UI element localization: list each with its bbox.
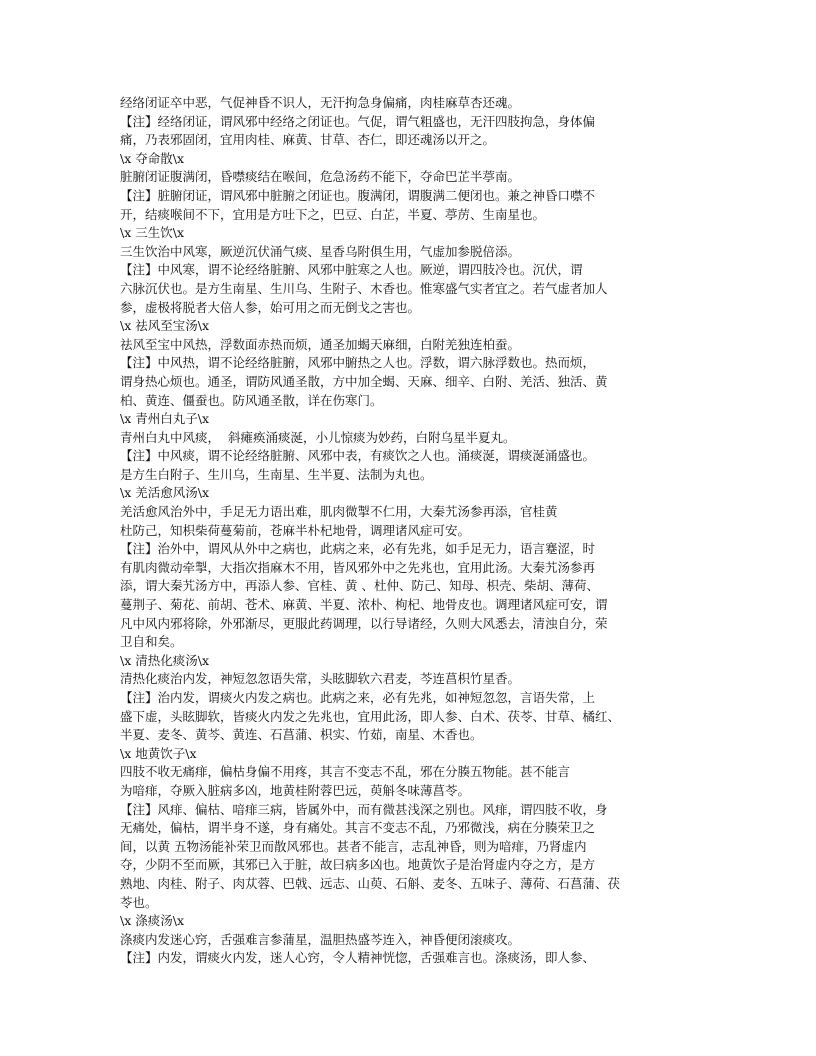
text-line: 凡中风内邪将除，外邪渐尽，更服此药调理，以行导诸经，久则大风悉去，清浊自分，荣 [120, 615, 608, 631]
text-line: 四肢不收无痛痱，偏枯身偏不用疼，其言不变志不乱，邪在分腠五物能。甚不能言 [120, 764, 571, 780]
text-line: 【注】治内发，谓痰火内发之病也。此病之来，必有先兆，如神短忽忽，言语失常，上 [120, 690, 596, 705]
text-line: 清热化痰治内发，神短忽忽语失常，头眩脚软六君麦，芩连菖枳竹星香。 [120, 671, 521, 687]
text-line: 【注】中风痰，谓不论经络脏腑、风邪中表，有痰饮之人也。涌痰涎，谓痰涎涌盛也。 [120, 448, 596, 464]
document-body [120, 94, 690, 968]
text-line: 六脉沉伏也。是方生南星、生川乌、生附子、木香也。惟寒盛气实者宜之。若气虚者加人 [120, 280, 608, 296]
text-line: 柏、黄连、僵蚕也。防风通圣散，详在伤寒门。 [120, 392, 383, 408]
text-line: 蔓荆子、菊花、前胡、苍术、麻黄、半夏、浓朴、枸杞、地骨皮也。调理诸风症可安，谓 [120, 597, 608, 613]
text-line: 无痛处，偏枯，谓半身不遂，身有痛处。其言不变志不乱，乃邪微浅，病在分腠荣卫之 [120, 820, 596, 836]
text-line: 【注】中风热，谓不论经络脏腑，风邪中腑热之人也。浮数，谓六脉浮数也。热而烦， [120, 355, 596, 371]
text-line: 【注】经络闭证，谓风邪中经络之闭证也。气促，谓气粗盛也，无汗四肢拘急，身体偏 [120, 113, 596, 129]
section-heading: \x 三生饮\x [120, 225, 184, 241]
text-line: 谓身热心烦也。通圣，谓防风通圣散，方中加全蝎、天麻、细辛、白附、羌活、独活、黄 [120, 373, 608, 389]
section-heading: \x 祛风至宝汤\x [120, 318, 209, 334]
text-line: 为喑痱，夺厥入脏病多凶，地黄桂附蓉巴远，萸斛冬味薄菖苓。 [120, 782, 471, 798]
section-heading: \x 青州白丸子\x [120, 411, 209, 427]
text-line: 【注】治外中，谓风从外中之病也，此病之来，必有先兆，如手足无力，语言蹇涩，时 [120, 541, 596, 557]
text-line: 添，谓大秦艽汤方中，再添人参、官桂、黄 、杜仲、防己、知母、枳壳、柴胡、薄荷、 [120, 578, 599, 594]
text-line: 三生饮治中风寒，厥逆沉伏涌气痰、星香乌附俱生用，气虚加参脱倍添。 [120, 243, 521, 259]
text-line: 【注】中风寒，谓不论经络脏腑、风邪中脏寒之人也。厥逆，谓四肢冷也。沉伏，谓 [120, 262, 583, 278]
text-line: 有肌肉微动牵掣，大指次指麻木不用，皆风邪外中之先兆也，宜用此汤。大秦艽汤参再 [120, 559, 596, 575]
section-heading: \x 夺命散\x [120, 150, 184, 166]
section-heading: \x 地黄饮子\x [120, 745, 197, 761]
text-line: 青州白丸中风痰， 斜瘫痪涌痰涎，小儿惊痰为妙药，白附乌星半夏丸。 [120, 429, 516, 445]
text-line: 间，以黄 五物汤能补荣卫而散风邪也。甚者不能言，志乱神昏，则为喑痱，乃肾虚内 [120, 838, 587, 854]
section-heading: \x 涤痰汤\x [120, 913, 184, 929]
text-line: 羌活愈风治外中，手足无力语出难，肌肉微掣不仁用，大秦艽汤参再添，官桂黄 [120, 504, 558, 520]
text-line: 夺，少阴不至而厥，其邪已入于脏，故曰病多凶也。地黄饮子是治肾虚内夺之方，是方 [120, 857, 596, 873]
text-line: 祛风至宝中风热，浮数面赤热而烦，通圣加蝎天麻细，白附羌独连柏蚕。 [120, 336, 521, 352]
text-line: 是方生白附子、生川乌，生南星、生半夏、法制为丸也。 [120, 466, 433, 482]
text-line: 【注】内发，谓痰火内发，迷人心窍，令人精神恍惚，舌强难言也。涤痰汤，即人参、 [120, 950, 596, 966]
text-line: 开，结痰喉间不下，宜用是方吐下之，巴豆、白芷，半夏、葶苈、生南星也。 [120, 206, 546, 222]
text-line: 经络闭证卒中恶，气促神昏不识人，无汗拘急身偏痛，肉桂麻草杏还魂。 [120, 95, 521, 110]
text-line: 【注】风痱、偏枯、喑痱三病，皆属外中，而有微甚浅深之别也。风痱，谓四肢不收，身 [120, 801, 608, 817]
text-line: 熟地、肉桂、附子、肉苁蓉、巴戟、远志、山萸、石斛、麦冬、五味子、薄荷、石菖蒲、茯 [120, 875, 621, 891]
text-line: 半夏、麦冬、黄芩、黄连、石菖蒲、枳实、竹茹，南星、木香也。 [120, 727, 483, 743]
section-heading: \x 羌活愈风汤\x [120, 485, 209, 501]
text-line: 脏腑闭证腹满闭，昏噤痰结在喉间，危急汤药不能下，夺命巴芷半葶南。 [120, 169, 521, 185]
text-line: 盛下虚，头眩脚软，皆痰火内发之先兆也，宜用此汤，即人参、白术、茯苓、甘草、橘红、 [120, 708, 621, 724]
section-heading: \x 清热化痰汤\x [120, 652, 209, 668]
text-line: 苓也。 [120, 894, 158, 910]
text-line: 痛，乃表邪固闭，宜用肉桂、麻黄、甘草、杏仁，即还魂汤以开之。 [120, 132, 496, 148]
text-line: 涤痰内发迷心窍，舌强难言参蒲星，温胆热盛芩连入，神昏便闭滚痰攻。 [120, 931, 521, 947]
text-line: 杜防己，知枳柴荷蔓菊前，苍麻半朴杞地骨，调理诸风症可安。 [120, 522, 471, 538]
text-line: 卫自和矣。 [120, 634, 183, 650]
text-line: 参，虚极将脱者大倍人参，始可用之而无倒戈之害也。 [120, 299, 421, 315]
text-line: 【注】脏腑闭证，谓风邪中脏腑之闭证也。腹满闭，谓腹满二便闭也。兼之神昏口噤不 [120, 187, 596, 203]
